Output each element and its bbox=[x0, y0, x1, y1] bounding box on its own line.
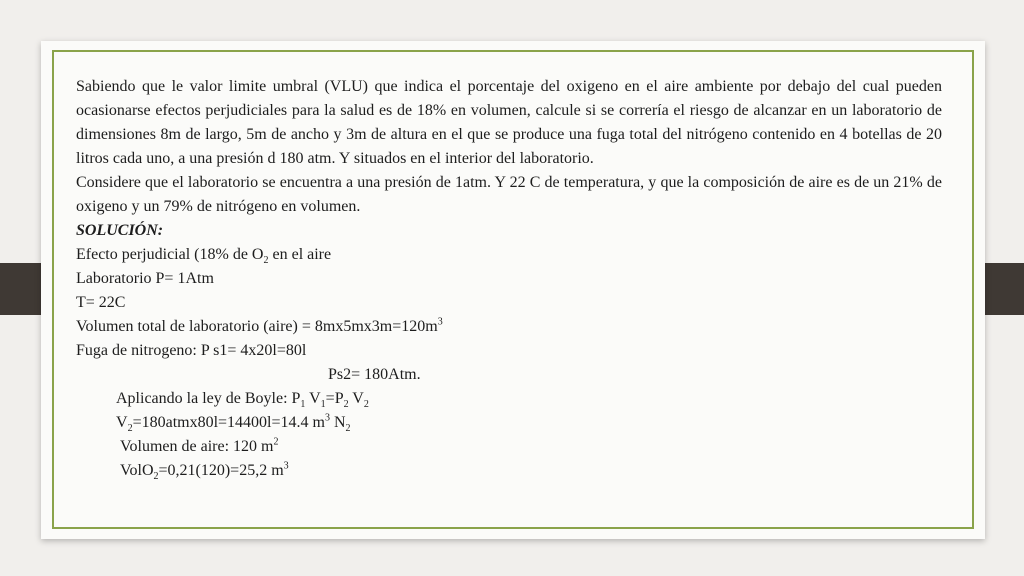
air-volume-line: Volumen de aire: 120 $m^2$ bbox=[120, 436, 279, 455]
volo2-line: VolO$_2$=0,21(120)=25,2 $m^3$ bbox=[120, 460, 289, 483]
v2-line: $V_2=180atmx80l=14400l=14.4$ $m^3$ $N_2$ bbox=[116, 412, 351, 435]
problem-paragraph-2: Considere que el laboratorio se encuentra a una presión de 1atm. Y 22 C de temperatura, y que la composición de aire es de un 21% de oxigeno y un 79% de nitrógeno en volumen. bbox=[76, 174, 942, 215]
slide-content bbox=[76, 75, 942, 483]
boyle-line: Aplicando la ley de Boyle: $P_1$ $V_1=P_2$ $V_2$ bbox=[116, 390, 369, 411]
temperature-line: T= 22C bbox=[76, 294, 126, 311]
lab-pressure-line: Laboratorio P= 1Atm bbox=[76, 270, 214, 287]
volume-line: Volumen total de laboratorio (aire) = $8mx5mx3m=120m^3$ bbox=[76, 316, 443, 335]
leak-line: Fuga de nitrogeno: P s1= 4x20l=80l bbox=[76, 342, 307, 359]
effect-line: Efecto perjudicial (18% de $O_2$ en el aire bbox=[76, 246, 332, 267]
problem-paragraph-1: Sabiendo que le valor limite umbral (VLU) que indica el porcentaje del oxigeno en el aire ambiente por debajo del cual pueden ocasionarse efectos perjudiciales para la salud es de 18% en volumen, calcule si se correría el riesgo de alcanzar en un laboratorio de dimensiones 8m de largo, 5m de ancho y 3m de altura en el que se produce una fuga total del nitrógeno contenido en 4 botellas de 20 litros cada uno, a una presión d 180 atm. Y situados en el interior del laboratorio. bbox=[76, 78, 942, 167]
slide-card bbox=[41, 41, 985, 539]
ps2-line: Ps2= 180Atm. bbox=[328, 366, 421, 383]
solution-heading: SOLUCIÓN: bbox=[76, 222, 164, 239]
